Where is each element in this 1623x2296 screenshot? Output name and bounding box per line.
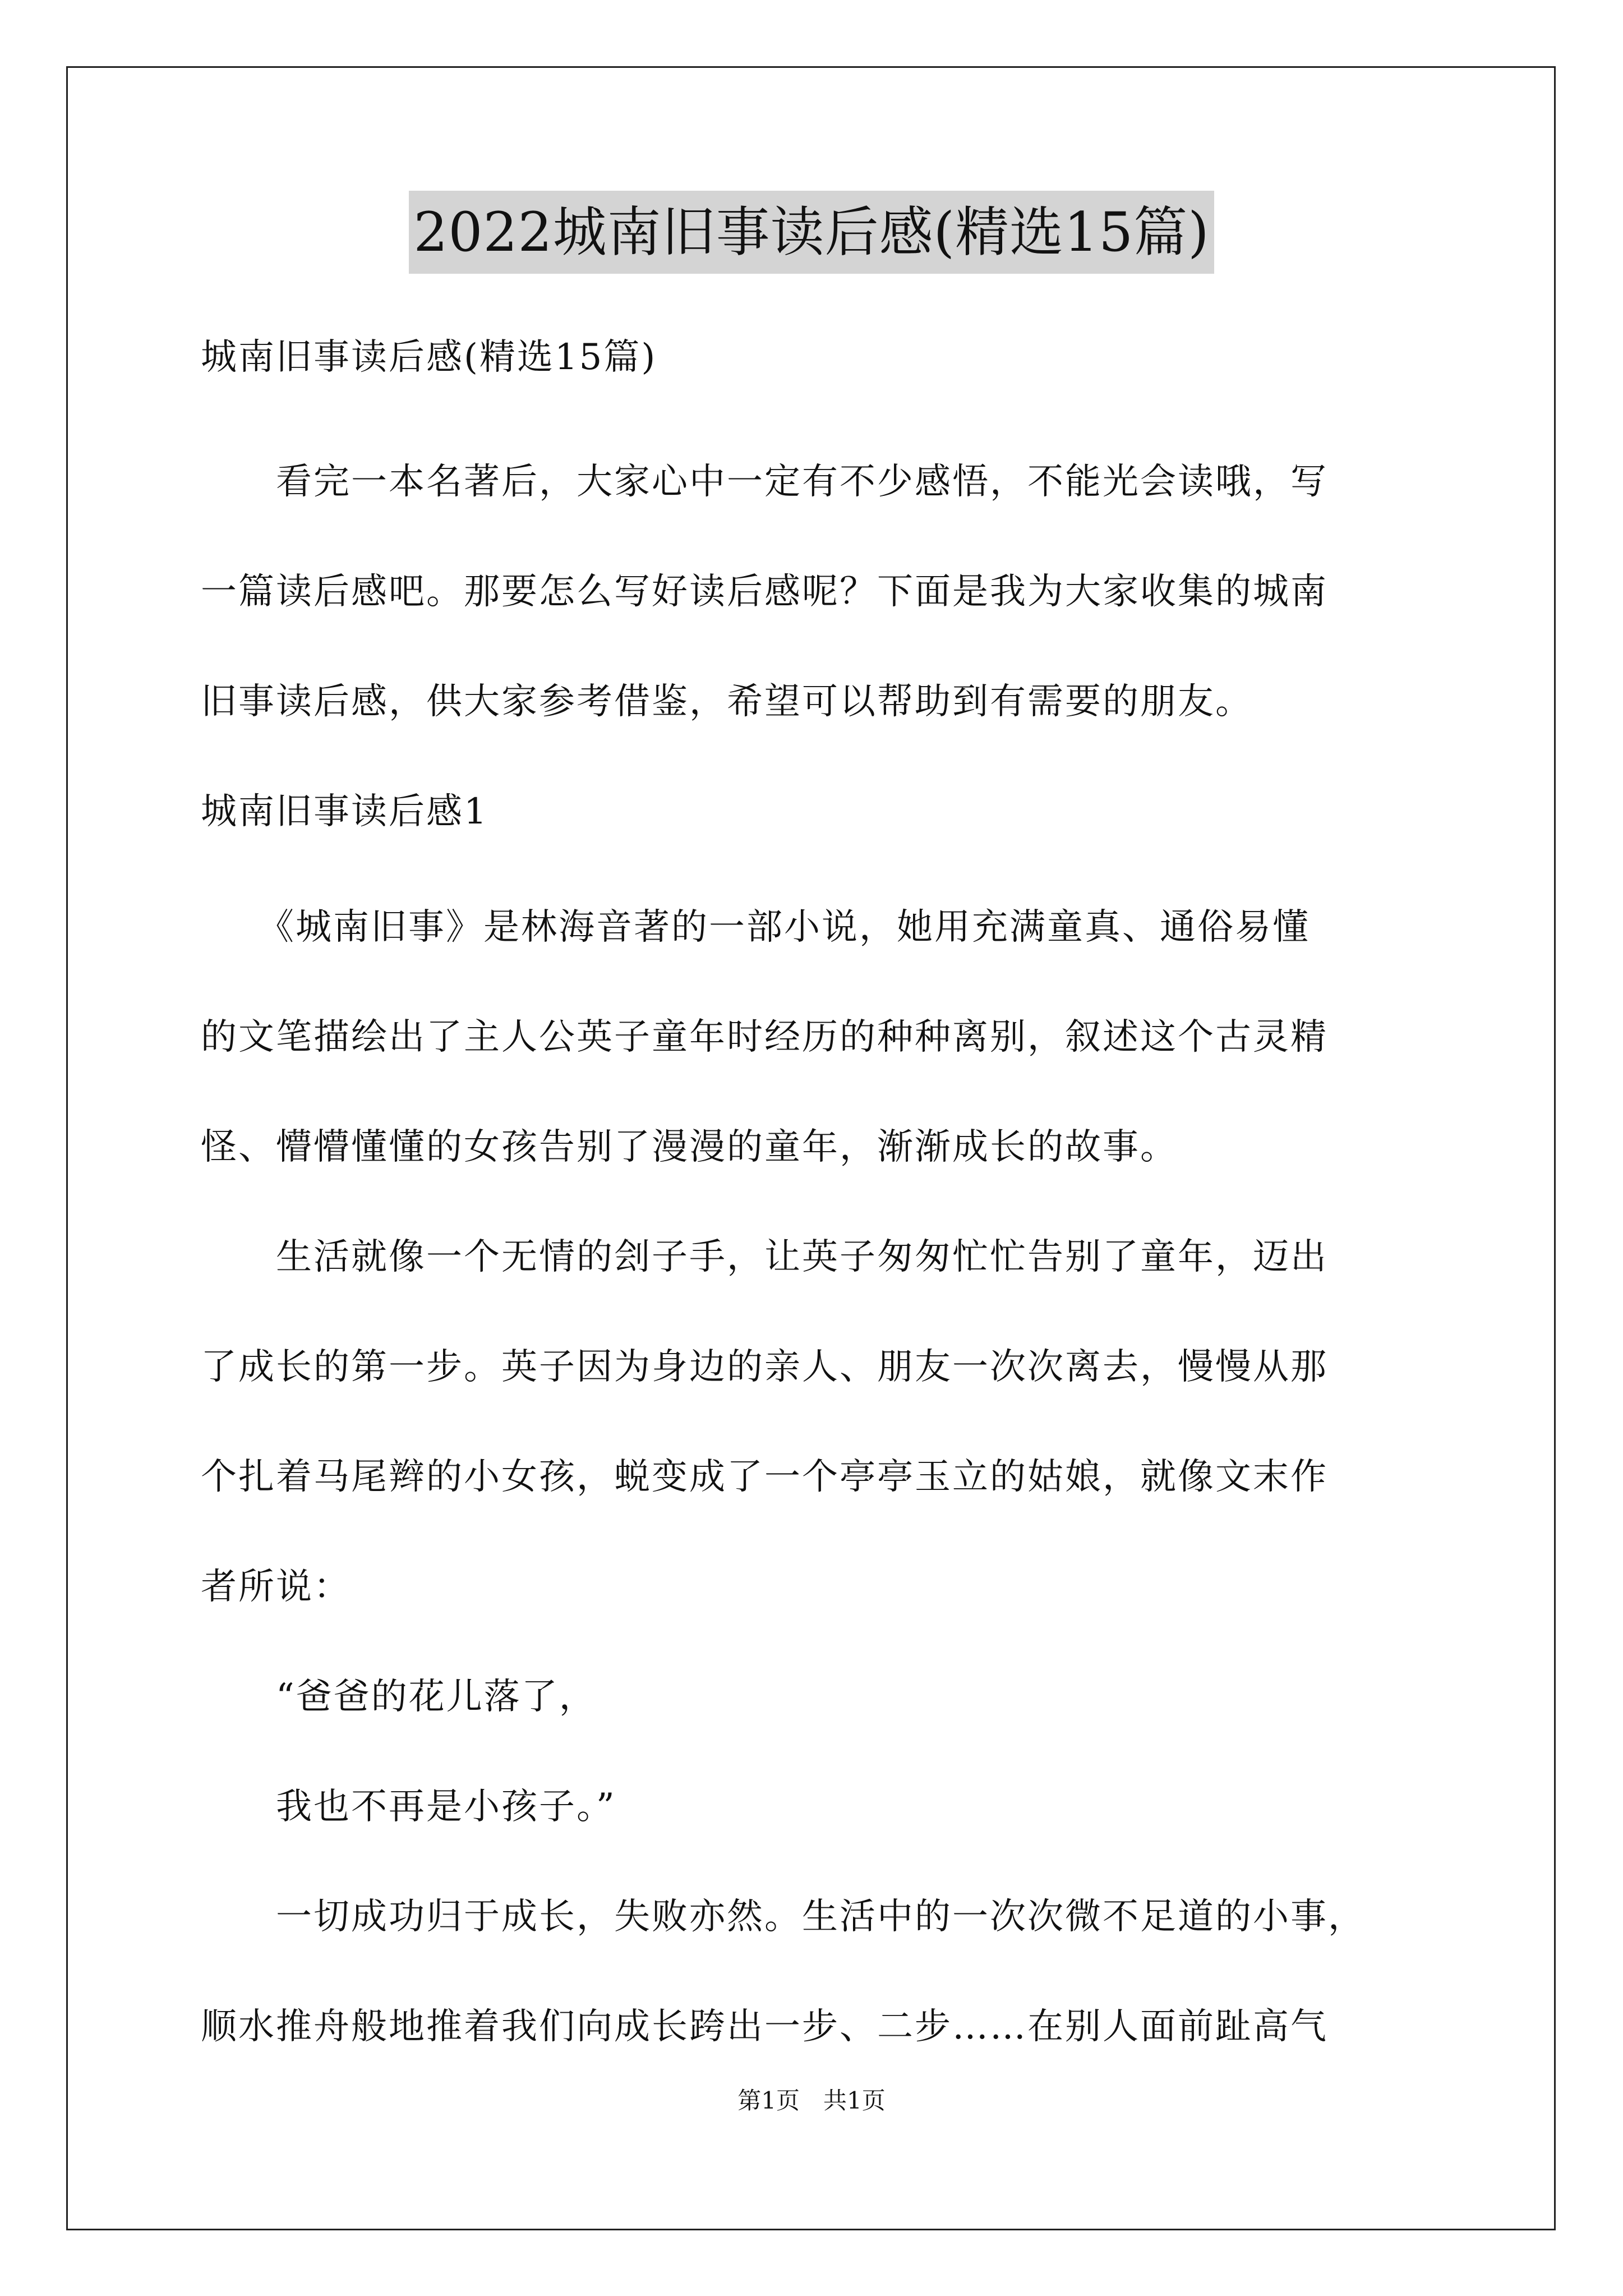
paragraph-line: 《城南旧事》是林海音著的一部小说，她用充满童真、通俗易懂	[201, 907, 1310, 948]
paragraph-line: 一切成功归于成长，失败亦然。生活中的一次次微不足道的小事，	[201, 1896, 1366, 1938]
paragraph-line: 生活就像一个无情的刽子手，让英子匆匆忙忙告别了童年，迈出	[201, 1236, 1328, 1278]
paragraph-line: 个扎着马尾辫的小女孩，蜕变成了一个亭亭玉立的姑娘，就像文末作	[201, 1456, 1328, 1498]
document-title: 2022城南旧事读后感(精选15篇)	[409, 191, 1214, 274]
paragraph-line: 看完一本名著后，大家心中一定有不少感悟，不能光会读哦，写	[201, 461, 1328, 503]
quote-line: “爸爸的花儿落了，	[201, 1676, 597, 1718]
section-heading: 城南旧事读后感1	[201, 791, 488, 832]
paragraph-line: 的文笔描绘出了主人公英子童年时经历的种种离别，叙述这个古灵精	[201, 1016, 1328, 1058]
paragraph-line: 了成长的第一步。英子因为身边的亲人、朋友一次次离去，慢慢从那	[201, 1346, 1328, 1388]
paragraph-line: 者所说：	[201, 1566, 351, 1608]
paragraph-line: 旧事读后感，供大家参考借鉴，希望可以帮助到有需要的朋友。	[201, 681, 1253, 723]
page-footer: 第1页 共1页	[737, 2087, 886, 2114]
title-container	[0, 191, 1623, 274]
paragraph-line: 怪、懵懵懂懂的女孩告别了漫漫的童年，渐渐成长的故事。	[201, 1126, 1178, 1168]
quote-line: 我也不再是小孩子。”	[201, 1786, 616, 1828]
paragraph-line: 顺水推舟般地推着我们向成长跨出一步、二步……在别人面前趾高气	[201, 2006, 1328, 2047]
subtitle-line: 城南旧事读后感(精选15篇)	[201, 337, 657, 378]
paragraph-line: 一篇读后感吧。那要怎么写好读后感呢？下面是我为大家收集的城南	[201, 571, 1328, 613]
